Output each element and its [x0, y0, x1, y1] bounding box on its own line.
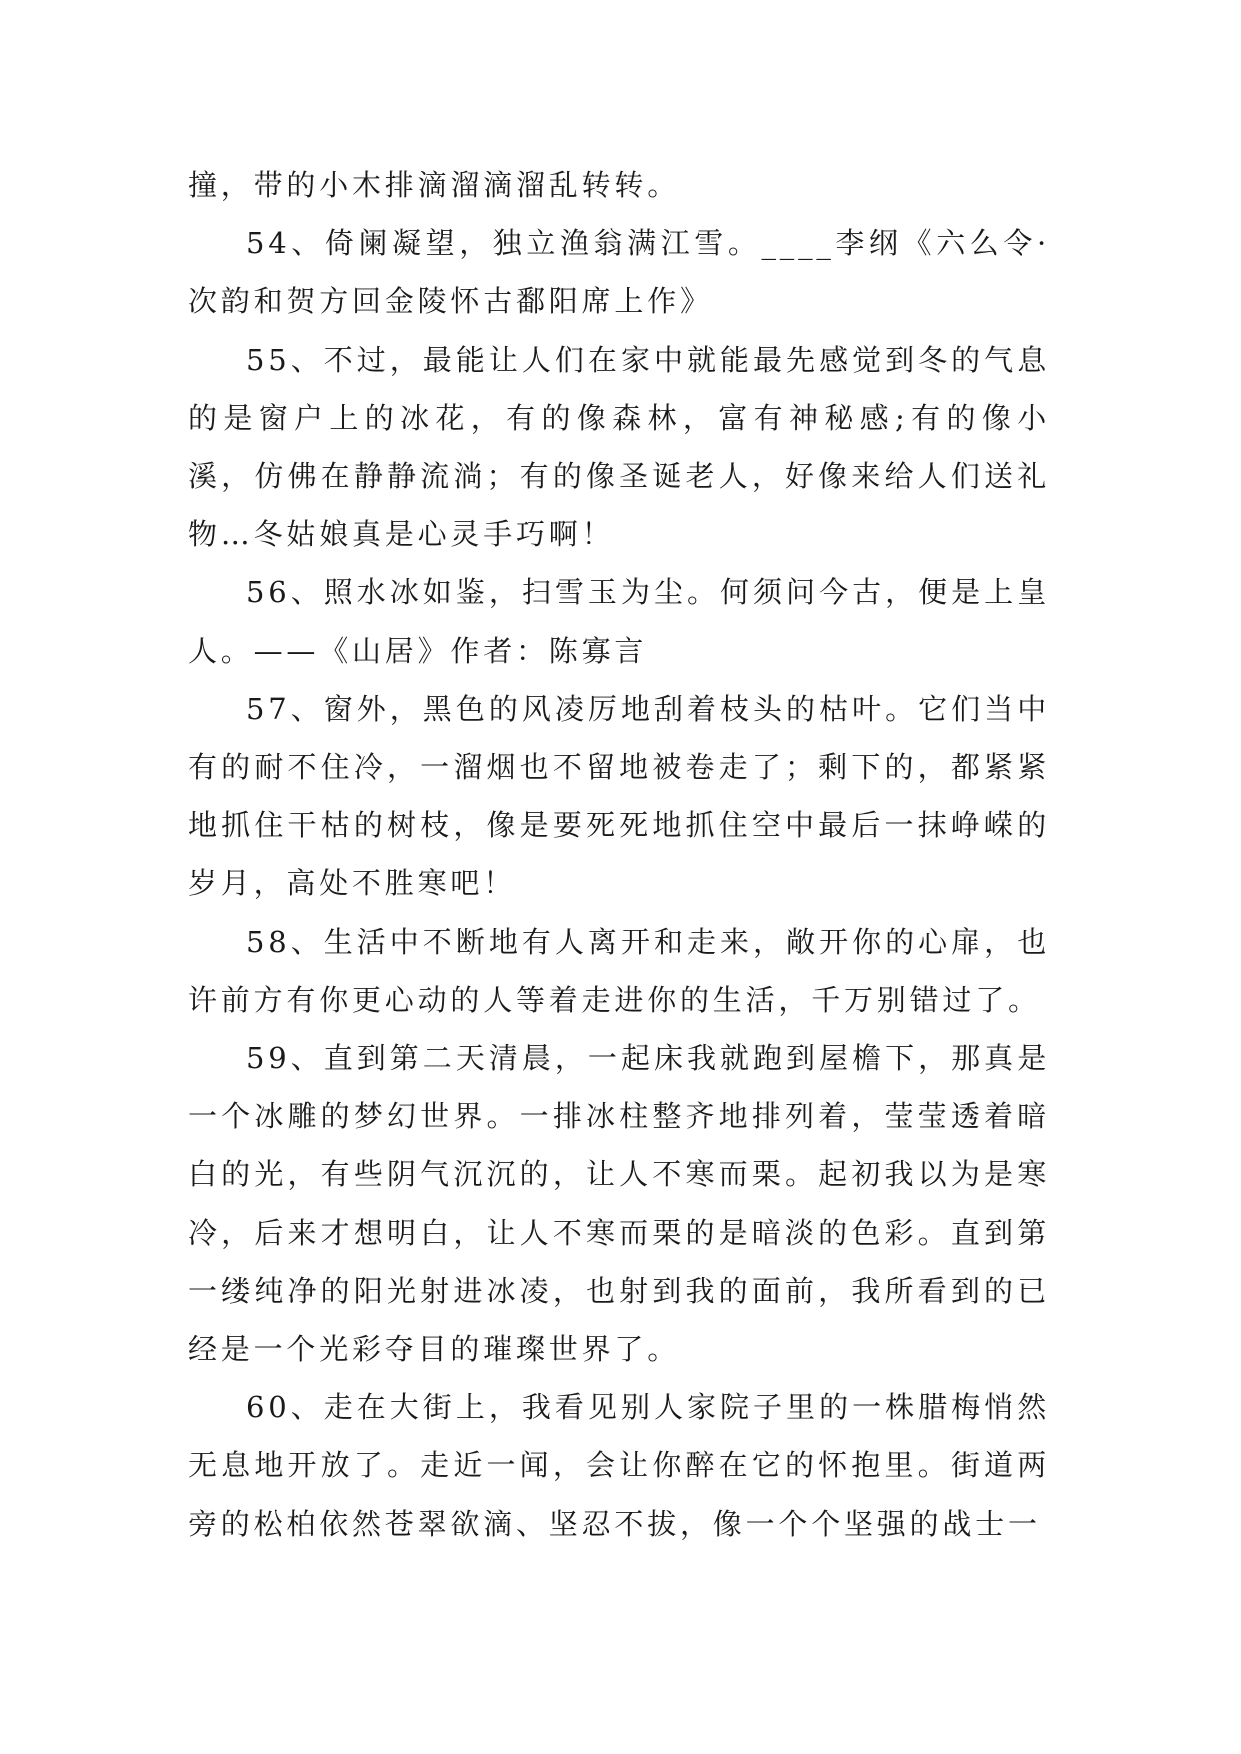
paragraph-54: 54、倚阑凝望，独立渔翁满江雪。____李纲《六么令·次韵和贺方回金陵怀古鄱阳席上作》: [188, 226, 1050, 319]
paragraph-57: 57、窗外，黑色的风凌厉地刮着枝头的枯叶。它们当中有的耐不住冷，一溜烟也不留地被卷走了；剩下的，都紧紧地抓住干枯的树枝，像是要死死地抓住空中最后一抹峥嵘的岁月，高处不胜寒吧！: [188, 691, 1050, 901]
document-body: [188, 156, 1050, 1553]
paragraph-58: 58、生活中不断地有人离开和走来，敞开你的心扉，也许前方有你更心动的人等着走进你的生活，千万别错过了。: [188, 924, 1050, 1017]
paragraph-56: 56、照水冰如鉴，扫雪玉为尘。何须问今古，便是上皇人。——《山居》作者：陈寡言: [188, 575, 1050, 668]
paragraph-60: 60、走在大街上，我看见别人家院子里的一株腊梅悄然无息地开放了。走近一闻，会让你醉在它的怀抱里。街道两旁的松柏依然苍翠欲滴、坚忍不拔，像一个个坚强的战士一: [188, 1390, 1050, 1541]
paragraph-59: 59、直到第二天清晨，一起床我就跑到屋檐下，那真是一个冰雕的梦幻世界。一排冰柱整齐地排列着，莹莹透着暗白的光，有些阴气沉沉的，让人不寒而栗。起初我以为是寒冷，后来才想明白，让人不寒而栗的是暗淡的色彩。直到第一缕纯净的阳光射进冰凌，也射到我的面前，我所看到的已经是一个光彩夺目的璀璨世界了。: [188, 1041, 1050, 1367]
paragraph-55: 55、不过，最能让人们在家中就能最先感觉到冬的气息的是窗户上的冰花，有的像森林，富有神秘感;有的像小溪，仿佛在静静流淌；有的像圣诞老人，好像来给人们送礼物…冬姑娘真是心灵手巧啊！: [188, 342, 1050, 552]
paragraph-continuation: 撞，带的小木排滴溜滴溜乱转转。: [188, 168, 681, 202]
